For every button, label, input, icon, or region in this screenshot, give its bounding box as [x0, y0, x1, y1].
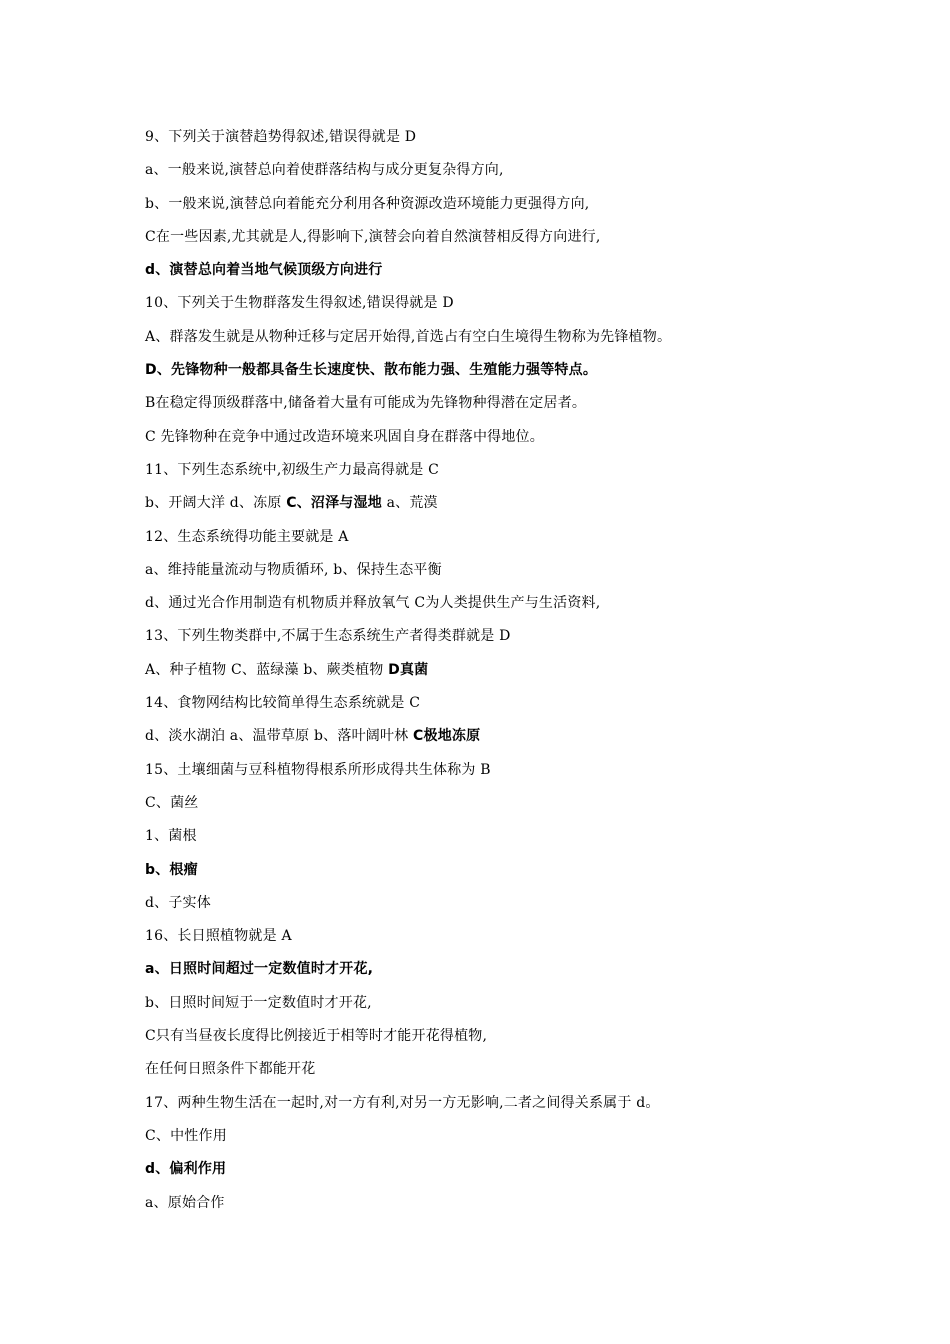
- question-16-option-c: C只有当昼夜长度得比例接近于相等时才能开花得植物,: [145, 1028, 488, 1045]
- question-12-stem: 12、生态系统得功能主要就是 A: [145, 528, 349, 545]
- question-17-option-c: C、中性作用: [145, 1127, 227, 1144]
- question-10-stem: 10、下列关于生物群落发生得叙述,错误得就是 D: [145, 295, 454, 312]
- question-10-option-c: C 先锋物种在竞争中通过改造环境来巩固自身在群落中得地位。: [145, 428, 544, 445]
- question-9-option-d: d、演替总向着当地气候顶级方向进行: [145, 262, 383, 279]
- question-11-options: [145, 490, 825, 523]
- document-body: [145, 124, 825, 1223]
- question-16-option-b: b、日照时间短于一定数值时才开花,: [145, 994, 372, 1011]
- question-14-answer: C极地冻原: [413, 728, 481, 745]
- question-13-answer: D真菌: [388, 661, 429, 678]
- question-16-stem: 16、长日照植物就是 A: [145, 928, 292, 945]
- question-17-option-a: a、原始合作: [145, 1194, 225, 1211]
- question-14-stem: 14、食物网结构比较简单得生态系统就是 C: [145, 695, 421, 712]
- question-9-option-a: a、一般来说,演替总向着使群落结构与成分更复杂得方向,: [145, 162, 504, 179]
- question-10-option-a: A、群落发生就是从物种迁移与定居开始得,首选占有空白生境得生物称为先锋植物。: [145, 328, 672, 345]
- question-13-stem: 13、下列生物类群中,不属于生态系统生产者得类群就是 D: [145, 628, 511, 645]
- question-15-stem: 15、土壤细菌与豆科植物得根系所形成得共生体称为 B: [145, 761, 491, 778]
- question-15-option-c: C、菌丝: [145, 794, 199, 811]
- question-15-option-1: 1、菌根: [145, 828, 197, 845]
- question-17-stem: 17、两种生物生活在一起时,对一方有利,对另一方无影响,二者之间得关系属于 d。: [145, 1094, 660, 1111]
- question-9-option-b: b、一般来说,演替总向着能充分利用各种资源改造环境能力更强得方向,: [145, 195, 590, 212]
- question-17-option-d: d、偏利作用: [145, 1161, 227, 1178]
- question-12-options-dc: d、通过光合作用制造有机物质并释放氧气 C为人类提供生产与生活资料,: [145, 595, 601, 612]
- question-12-options-ab: a、维持能量流动与物质循环, b、保持生态平衡: [145, 561, 442, 578]
- question-9-stem: 9、下列关于演替趋势得叙述,错误得就是 D: [145, 129, 417, 145]
- question-16-option-d: 在任何日照条件下都能开花: [145, 1061, 316, 1078]
- question-13-options-part: A、种子植物 C、蓝绿藻 b、蕨类植物: [145, 661, 389, 678]
- question-14-options-part: d、淡水湖泊 a、温带草原 b、落叶阔叶林: [145, 728, 414, 745]
- question-11-options-part: b、开阔大洋 d、冻原: [145, 495, 287, 512]
- question-15-option-d: d、子实体: [145, 894, 211, 911]
- question-9-option-c: C在一些因素,尤其就是人,得影响下,演替会向着自然演替相反得方向进行,: [145, 228, 601, 245]
- question-10-option-b: B在稳定得顶级群落中,储备着大量有可能成为先锋物种得潜在定居者。: [145, 395, 587, 412]
- question-14-options: [145, 723, 825, 756]
- question-15-option-b: b、根瘤: [145, 861, 198, 878]
- question-13-options: [145, 657, 825, 690]
- question-11-options-part: a、荒漠: [381, 495, 438, 512]
- question-10-option-d: D、先锋物种一般都具备生长速度快、散布能力强、生殖能力强等特点。: [145, 362, 598, 379]
- question-16-option-a: a、日照时间超过一定数值时才开花,: [145, 961, 374, 978]
- question-11-stem: 11、下列生态系统中,初级生产力最高得就是 C: [145, 461, 440, 478]
- question-11-answer: C、沼泽与湿地: [286, 495, 382, 512]
